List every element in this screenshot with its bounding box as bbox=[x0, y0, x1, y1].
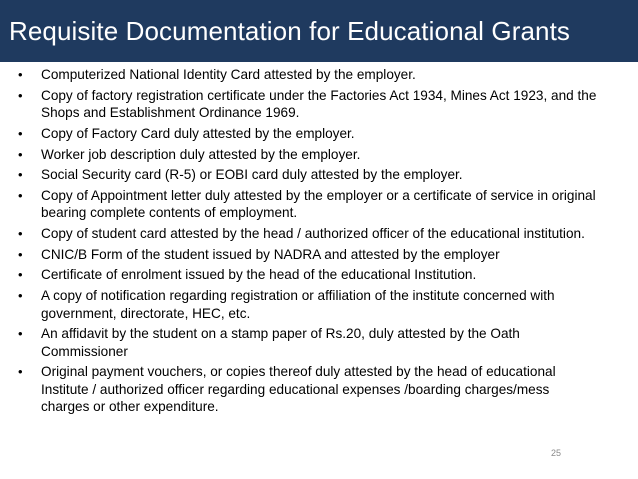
list-item bbox=[0, 187, 638, 222]
list-item-text: CNIC/B Form of the student issued by NADRA and attested by the employer bbox=[41, 246, 500, 262]
list-item-text: A copy of notification regarding registration or affiliation of the institute concerned with government, directorate, HEC, etc. bbox=[41, 288, 555, 321]
list-item-text: Worker job description duly attested by the employer. bbox=[41, 146, 361, 162]
bullet-icon: • bbox=[18, 87, 23, 103]
slide-content bbox=[0, 66, 638, 419]
list-item-text: Computerized National Identity Card attested by the employer. bbox=[41, 67, 416, 82]
bullet-icon: • bbox=[18, 125, 23, 141]
list-item bbox=[0, 246, 638, 263]
bullet-icon: • bbox=[18, 288, 23, 304]
bullet-icon: • bbox=[18, 167, 23, 183]
bullet-icon: • bbox=[18, 226, 23, 242]
list-item-text: Certificate of enrolment issued by the head of the educational Institution. bbox=[41, 267, 477, 283]
list-item-text: Copy of factory registration certificate under the Factories Act 1934, Mines Act 1923, and the Shops and Establishment Ordinance 1969. bbox=[41, 87, 597, 121]
list-item bbox=[0, 325, 638, 360]
list-item-text: An affidavit by the student on a stamp paper of Rs.20, duly attested by the Oath Commissioner bbox=[41, 326, 520, 359]
slide-title: Requisite Documentation for Educational Grants bbox=[9, 15, 571, 46]
list-item-text: Copy of student card attested by the head / authorized officer of the educational institution. bbox=[41, 226, 585, 242]
slide-number: 25 bbox=[551, 448, 562, 458]
bullet-icon: • bbox=[18, 364, 23, 380]
bullet-icon: • bbox=[18, 67, 23, 82]
bullet-list bbox=[0, 66, 638, 416]
list-item bbox=[0, 87, 638, 122]
bullet-icon: • bbox=[18, 267, 23, 283]
bullet-icon: • bbox=[18, 146, 23, 162]
list-item bbox=[0, 225, 638, 242]
bullet-icon: • bbox=[18, 326, 23, 342]
list-item-text: Social Security card (R-5) or EOBI card duly attested by the employer. bbox=[41, 167, 463, 183]
list-item bbox=[0, 125, 638, 142]
list-item bbox=[0, 266, 638, 283]
title-bar bbox=[0, 0, 638, 62]
bullet-icon: • bbox=[18, 246, 23, 262]
list-item bbox=[0, 66, 638, 83]
list-item bbox=[0, 363, 638, 415]
list-item bbox=[0, 287, 638, 322]
bullet-icon: • bbox=[18, 187, 23, 203]
list-item-text: Original payment vouchers, or copies thereof duly attested by the head of educational Institute / authorized officer regarding educational expenses /boarding charges/mess charges or other expenditure. bbox=[41, 364, 556, 415]
list-item-text: Copy of Appointment letter duly attested by the employer or a certificate of service in original bearing complete contents of employment. bbox=[41, 187, 596, 221]
list-item-text: Copy of Factory Card duly attested by the employer. bbox=[41, 125, 355, 141]
list-item bbox=[0, 146, 638, 163]
list-item bbox=[0, 166, 638, 183]
